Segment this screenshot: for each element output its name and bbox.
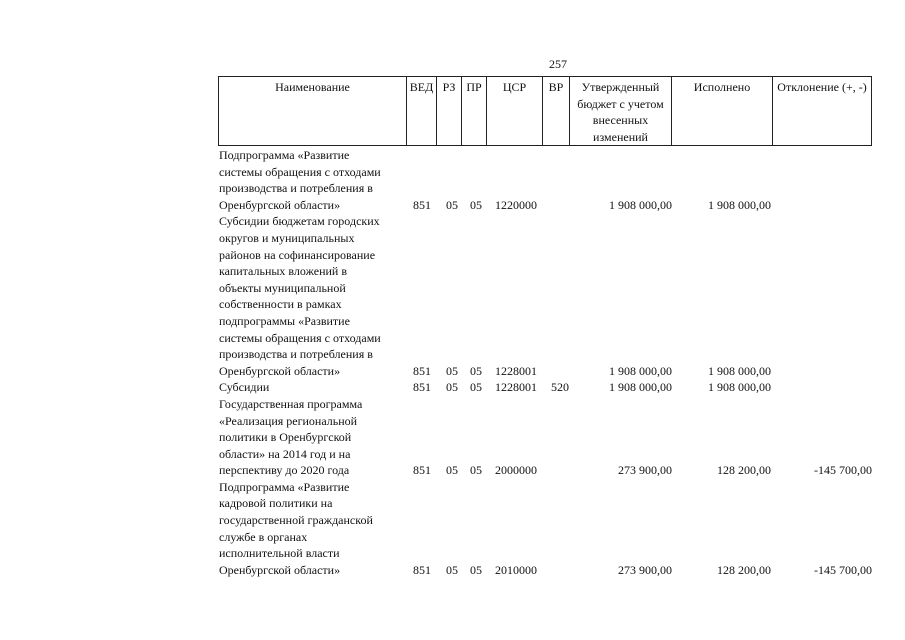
header-ved: ВЕД (407, 77, 437, 146)
page-number: 257 (549, 57, 567, 71)
row-deviation: -145 700,00 (814, 463, 872, 478)
row-name: Субсидии бюджетам городских округов и муниципальных районов на софинансирование капитальных вложений в объекты муниципальной собственности в рамках подпрограммы «Развитие системы обращения с отходами производства и потребления в Оренбургской области» (219, 214, 381, 378)
row-ved: 851 (413, 380, 431, 395)
table-row (219, 147, 889, 213)
row-approved: 273 900,00 (618, 463, 672, 478)
row-executed: 128 200,00 (717, 463, 771, 478)
row-executed: 1 908 000,00 (708, 363, 771, 378)
row-pr: 05 (470, 562, 482, 577)
header-approved: Утвержденный бюджет с учетом внесенных изменений (570, 77, 672, 146)
row-name: Субсидии (219, 380, 270, 395)
header-row (219, 77, 872, 146)
row-rz: 05 (446, 380, 458, 395)
row-executed: 1 908 000,00 (708, 197, 771, 212)
row-ved: 851 (413, 197, 431, 212)
header-name: Наименование (219, 77, 407, 146)
row-name: Подпрограмма «Развитие системы обращения с отходами производства и потребления в Оренбургской области» (219, 148, 381, 212)
table-row (219, 479, 889, 579)
row-pr: 05 (470, 363, 482, 378)
header-deviation: Отклонение (+, -) (773, 77, 872, 146)
row-csr: 1220000 (495, 197, 537, 212)
row-ved: 851 (413, 363, 431, 378)
row-ved: 851 (413, 562, 431, 577)
table-header (218, 76, 872, 146)
row-rz: 05 (446, 197, 458, 212)
row-csr: 2000000 (495, 463, 537, 478)
row-csr: 1228001 (495, 380, 537, 395)
row-csr: 2010000 (495, 562, 537, 577)
row-approved: 273 900,00 (618, 562, 672, 577)
header-vr: ВР (543, 77, 570, 146)
row-executed: 1 908 000,00 (708, 380, 771, 395)
row-csr: 1228001 (495, 363, 537, 378)
table-row (219, 379, 889, 396)
header-csr: ЦСР (487, 77, 543, 146)
header-rz: РЗ (437, 77, 462, 146)
row-approved: 1 908 000,00 (609, 197, 672, 212)
row-rz: 05 (446, 463, 458, 478)
row-vr: 520 (551, 380, 569, 395)
row-deviation: -145 700,00 (814, 562, 872, 577)
row-rz: 05 (446, 562, 458, 577)
header-pr: ПР (462, 77, 487, 146)
table-body (219, 147, 889, 578)
row-rz: 05 (446, 363, 458, 378)
row-executed: 128 200,00 (717, 562, 771, 577)
row-pr: 05 (470, 463, 482, 478)
table-row (219, 213, 889, 379)
table-row (219, 396, 889, 479)
row-approved: 1 908 000,00 (609, 380, 672, 395)
header-executed: Исполнено (672, 77, 773, 146)
row-name: Подпрограмма «Развитие кадровой политики на государственной гражданской службе в органах исполнительной власти Оренбургской области» (219, 479, 373, 577)
row-ved: 851 (413, 463, 431, 478)
row-approved: 1 908 000,00 (609, 363, 672, 378)
row-pr: 05 (470, 197, 482, 212)
row-pr: 05 (470, 380, 482, 395)
row-name: Государственная программа «Реализация региональной политики в Оренбургской области» на 2014 год и на перспективу до 2020 года (219, 396, 363, 478)
